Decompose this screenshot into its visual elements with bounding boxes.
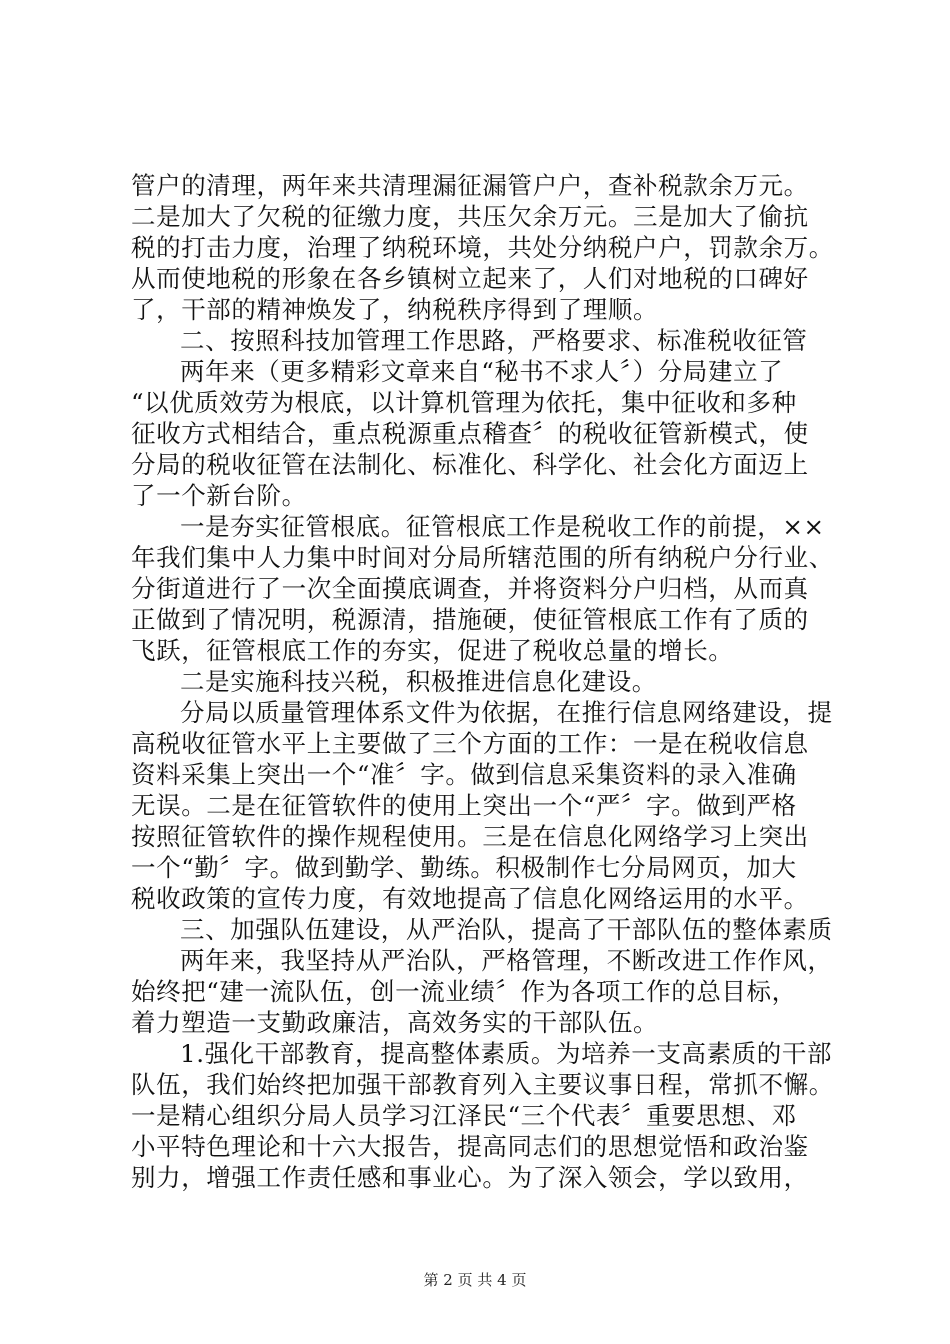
text-line: 分局以质量管理体系文件为依据，在推行信息网络建设，提 (180, 698, 833, 727)
text-line: 正做到了情况明，税源清，措施硬，使征管根底工作有了质的 (131, 605, 809, 634)
text-line: 分街道进行了一次全面摸底调查，并将资料分户归档，从而真 (131, 574, 809, 603)
text-line: 一是夯实征管根底。征管根底工作是税收工作的前提，×× (180, 512, 825, 541)
text-line: 二是实施科技兴税，积极推进信息化建设。 (180, 667, 657, 696)
text-line: 飞跃，征管根底工作的夯实，促进了税收总量的增长。 (131, 636, 734, 665)
text-line: 一个“勤〞字。做到勤学、勤练。积极制作七分局网页，加大 (131, 853, 797, 882)
page-footer (0, 1270, 950, 1290)
text-line: 高税收征管水平上主要做了三个方面的工作：一是在税收信息 (131, 729, 809, 758)
text-line: 二是加大了欠税的征缴力度，共压欠余万元。三是加大了偷抗 (131, 202, 809, 231)
text-line: 管户的清理，两年来共清理漏征漏管户户，查补税款余万元。 (131, 171, 809, 200)
text-line: 年我们集中人力集中时间对分局所辖范围的所有纳税户分行业、 (131, 543, 834, 572)
text-line: 无误。二是在征管软件的使用上突出一个“严〞字。做到严格 (131, 791, 797, 820)
text-line: 资料采集上突出一个“准〞字。做到信息采集资料的录入准确 (131, 760, 797, 789)
text-line: 税的打击力度，治理了纳税环境，共处分纳税户户，罚款余万。 (131, 233, 834, 262)
text-line: 两年来（更多精彩文章来自“秘书不求人〞）分局建立了 (180, 357, 784, 386)
text-line: 了一个新台阶。 (131, 481, 307, 510)
text-line: 小平特色理论和十六大报告，提高同志们的思想觉悟和政治鉴 (131, 1132, 809, 1161)
text-line: 分局的税收征管在法制化、标准化、科学化、社会化方面迈上 (131, 450, 809, 479)
text-line: 税收政策的宣传力度，有效地提高了信息化网络运用的水平。 (131, 884, 809, 913)
text-line: 征收方式相结合，重点税源重点稽查〞的税收征管新模式，使 (131, 419, 809, 448)
section-heading: 二、按照科技加管理工作思路，严格要求、标准税收征管 (180, 326, 808, 355)
text-line: 一是精心组织分局人员学习江泽民“三个代表〞重要思想、邓 (131, 1101, 797, 1130)
text-line: 两年来，我坚持从严治队，严格管理，不断改进工作作风， (180, 946, 833, 975)
text-line: 从而使地税的形象在各乡镇树立起来了，人们对地税的口碑好 (131, 264, 809, 293)
text-line: 始终把“建一流队伍，创一流业绩〞作为各项工作的总目标， (131, 977, 797, 1006)
text-line: 着力塑造一支勤政廉洁，高效务实的干部队伍。 (131, 1008, 659, 1037)
text-line: “以优质效劳为根底，以计算机管理为依托，集中征收和多种 (131, 388, 797, 417)
text-line: 了，干部的精神焕发了，纳税秩序得到了理顺。 (131, 295, 659, 324)
section-heading: 三、加强队伍建设，从严治队，提高了干部队伍的整体素质 (180, 915, 833, 944)
document-body (131, 170, 846, 1193)
text-line: 按照征管软件的操作规程使用。三是在信息化网络学习上突出 (131, 822, 809, 851)
text-line: 别力，增强工作责任感和事业心。为了深入领会，学以致用， (131, 1163, 809, 1192)
page-number: 第 2 页 共 4 页 (423, 1271, 527, 1289)
text-line: 队伍，我们始终把加强干部教育列入主要议事日程，常抓不懈。 (131, 1070, 834, 1099)
text-line: 1.强化干部教育，提高整体素质。为培养一支高素质的干部 (180, 1039, 833, 1068)
